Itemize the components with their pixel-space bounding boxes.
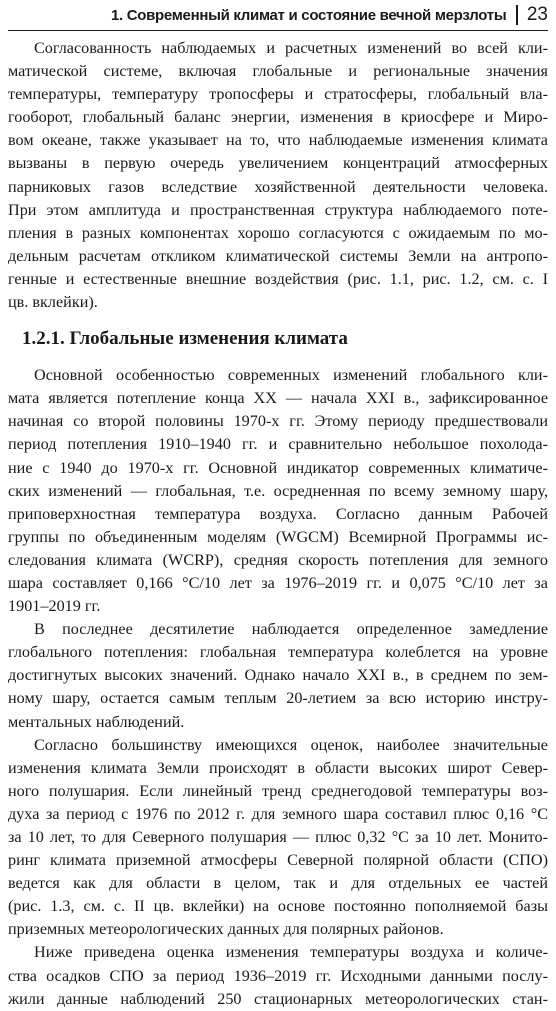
text-line: вызваны в первую очередь увеличением концентраций атмосферных	[8, 154, 548, 173]
text-line: ному шару, остается самым теплым 20-летием за всю историю инстру-	[8, 689, 548, 708]
text-line: генные и естественные внешние воздействия (рис. 1.1, рис. 1.2, см. с. I	[8, 269, 548, 288]
text-line: При этом амплитуда и пространственная структура наблюдаемого поте-	[8, 200, 548, 219]
section-heading: 1.2.1. Глобальные изменения климата	[22, 328, 348, 350]
text-line: цв. вклейки).	[8, 293, 98, 312]
page-number: 23	[526, 4, 548, 25]
text-line: Ниже приведена оценка изменения температуры воздуха и количе-	[34, 943, 548, 962]
text-line: духа за период с 1976 по 2012 г. для земного шара составил плюс 0,16 °С	[8, 804, 548, 823]
text-line: дельным расчетам откликом климатической системы Земли на антропо-	[8, 246, 548, 265]
running-header	[8, 0, 548, 31]
text-line: начиная со второй половины 1970-х гг. Этому периоду предшествовали	[8, 412, 548, 431]
text-line: 1901–2019 гг.	[8, 597, 101, 616]
text-line: парниковых газов вследствие хозяйственной деятельности человека.	[8, 177, 548, 196]
body-text	[8, 37, 548, 1011]
paragraph	[8, 618, 548, 733]
text-line: Основной особенностью современных изменений глобального кли-	[34, 366, 548, 385]
text-line: за 10 лет, то для Северного полушария — плюс 0,32 °С за 10 лет. Монито-	[8, 828, 548, 846]
chapter-title: 1. Современный климат и состояние вечной мерзлоты	[110, 6, 507, 24]
text-line: ских изменений — глобальная, т.е. осредненная по всему земному шару,	[8, 481, 548, 500]
text-line: достигнутых высоких значений. Однако начало XXI в., в среднем по зем-	[8, 666, 548, 685]
text-line: ние с 1940 до 1970-х гг. Основной индикатор современных климатиче-	[8, 458, 548, 477]
paragraph	[8, 941, 548, 1010]
text-line: изменения климата Земли происходят в области высоких широт Север-	[8, 758, 548, 777]
text-line: вом океане, также указывает на то, что наблюдаемые изменения климата	[8, 131, 548, 150]
text-line: матической системе, включая глобальные и региональные значения	[8, 62, 548, 81]
text-line: Согласно большинству имеющихся оценок, наиболее значительные	[34, 735, 548, 754]
paragraph	[8, 364, 548, 618]
text-line: следования климата (WCRP), средняя скорость потепления для земного	[8, 550, 548, 569]
text-line: период потепления 1910–1940 гг. и сравнительно небольшое похолода-	[8, 435, 548, 454]
text-line: шара составляет 0,166 °С/10 лет за 1976–2019 гг. и 0,075 °С/10 лет за	[8, 573, 548, 592]
text-line: ного полушария. Если линейный тренд среднегодовой температуры воз-	[8, 781, 548, 800]
text-line: Согласованность наблюдаемых и расчетных изменений во всей кли-	[34, 39, 548, 57]
text-line: группы по объединенным моделям (WGCM) Всемирной Программы ис-	[8, 527, 548, 546]
text-line: ринг климата приземной атмосферы Северной полярной области (СПО)	[8, 851, 548, 870]
paragraph	[8, 734, 548, 942]
header-divider	[516, 5, 518, 25]
text-line: ментальных наблюдений.	[8, 712, 185, 731]
text-line: температуры, температуру тропосферы и стратосферы, глобальный вла-	[8, 85, 548, 104]
text-line: гооборот, глобальный баланс энергии, изменения в криосфере и Миро-	[8, 108, 548, 127]
text-line: приземных метеорологических данных для полярных районов.	[8, 920, 444, 939]
text-line: (рис. 1.3, см. с. II цв. вклейки) на основе постоянно пополняемой базы	[8, 897, 548, 916]
text-line: ства осадков СПО за период 1936–2019 гг. Исходными данными послу-	[8, 966, 548, 985]
paragraph	[8, 37, 548, 314]
text-line: пления в разных компонентах хорошо согласуются с ожидаемым по мо-	[8, 223, 548, 242]
text-line: ведется как для области в целом, так и для отдельных ее частей	[8, 874, 548, 893]
text-line: жили данные наблюдений 250 стационарных метеорологических стан-	[8, 989, 548, 1008]
text-line: мата является потепление конца XX — начала XXI в., зафиксированное	[8, 389, 548, 408]
text-line: В последнее десятилетие наблюдается определенное замедление	[34, 620, 548, 639]
text-line: глобального потепления: глобальная температура колеблется на уровне	[8, 643, 548, 662]
text-line: приповерхностная температура воздуха. Согласно данным Рабочей	[8, 504, 548, 523]
